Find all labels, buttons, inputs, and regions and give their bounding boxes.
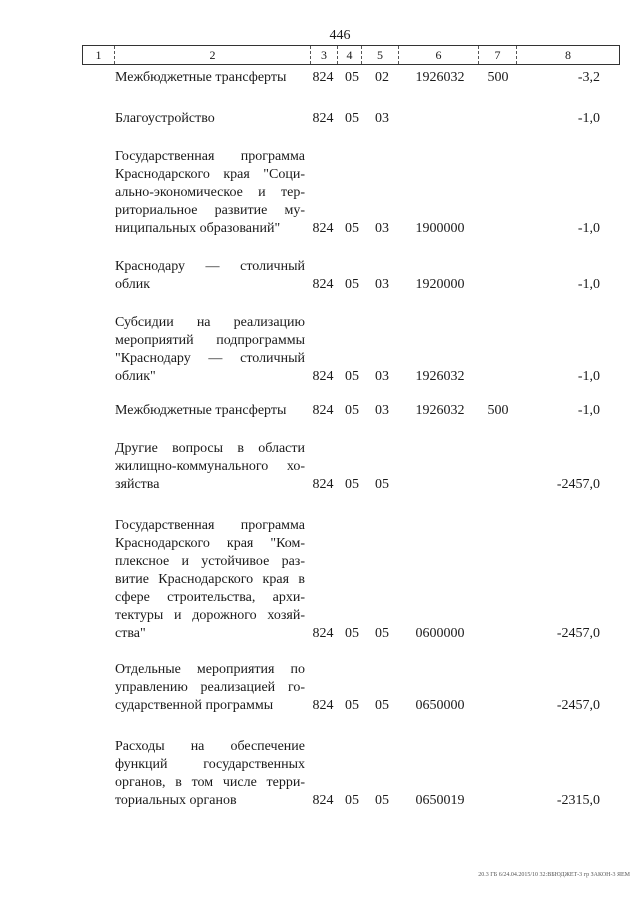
row-subsection-code: 05 (375, 793, 389, 808)
row-amount: -2457,0 (556, 698, 600, 713)
column-header-3: 3 (310, 46, 337, 64)
row-item-name-line: жилищно-коммунального хо- (115, 459, 305, 474)
row-section-code: 05 (345, 793, 359, 808)
page-number: 446 (329, 28, 351, 43)
row-item-name-line: ниципальных образований" (115, 221, 281, 236)
row-section-code: 05 (345, 403, 359, 418)
row-item-name-line: Межбюджетные трансферты (115, 70, 287, 85)
row-item-name-line: ально-экономическое и тер- (115, 185, 305, 200)
row-item-name (115, 402, 305, 420)
row-ministry-code: 824 (312, 111, 334, 126)
row-item-name-line: тектуры и дорожного хозяй- (115, 608, 305, 623)
column-header-7: 7 (478, 46, 516, 64)
row-target-article-code: 1926032 (415, 403, 465, 418)
row-ministry-code: 824 (312, 70, 334, 85)
column-header-2: 2 (114, 46, 310, 64)
row-item-name-line: мероприятий подпрограммы (115, 333, 305, 348)
row-item-name-line: Другие вопросы в области (115, 441, 305, 456)
row-item-name-line: риториальное развитие му- (115, 203, 305, 218)
row-amount: -1,0 (577, 111, 600, 126)
row-item-name-line: Краснодару — столичный (115, 259, 305, 274)
row-item-name (115, 517, 305, 643)
row-item-name-line: витие Краснодарского края в (115, 572, 305, 587)
row-subsection-code: 05 (375, 698, 389, 713)
row-expense-type-code: 500 (487, 70, 509, 85)
row-section-code: 05 (345, 477, 359, 492)
row-item-name-line: Благоустройство (115, 111, 215, 126)
row-subsection-code: 03 (375, 369, 389, 384)
row-amount: -1,0 (577, 277, 600, 292)
row-item-name (115, 69, 305, 87)
row-target-article-code: 1900000 (415, 221, 465, 236)
column-header-row (82, 45, 620, 65)
row-amount: -2457,0 (556, 626, 600, 641)
row-ministry-code: 824 (312, 221, 334, 236)
row-item-name-line: Краснодарского края "Соци- (115, 167, 305, 182)
row-item-name-line: Краснодарского края "Ком- (115, 536, 305, 551)
row-item-name-line: Расходы на обеспечение (115, 739, 305, 754)
row-item-name-line: Субсидии на реализацию (115, 315, 305, 330)
row-amount: -2315,0 (556, 793, 600, 808)
row-target-article-code: 0650000 (415, 698, 465, 713)
row-target-article-code: 0600000 (415, 626, 465, 641)
row-subsection-code: 05 (375, 477, 389, 492)
row-section-code: 05 (345, 221, 359, 236)
row-section-code: 05 (345, 277, 359, 292)
row-item-name (115, 440, 305, 494)
row-item-name-line: Межбюджетные трансферты (115, 403, 287, 418)
row-item-name-line: плексное и устойчивое раз- (115, 554, 305, 569)
row-section-code: 05 (345, 70, 359, 85)
row-ministry-code: 824 (312, 793, 334, 808)
footer-file-stamp: 20.3 ГБ 6/24.04.2015/10 32:ВБЮДЖЕТ-3 гр ЗАКОН-3 ЯЕМ (478, 872, 630, 878)
row-ministry-code: 824 (312, 477, 334, 492)
row-item-name (115, 110, 305, 128)
row-item-name (115, 314, 305, 386)
row-target-article-code: 0650019 (415, 793, 465, 808)
row-item-name-line: сфере строительства, архи- (115, 590, 305, 605)
row-item-name-line: сударственной программы (115, 698, 274, 713)
row-subsection-code: 03 (375, 403, 389, 418)
row-item-name-line: Отдельные мероприятия по (115, 662, 305, 677)
row-target-article-code: 1920000 (415, 277, 465, 292)
row-amount: -1,0 (577, 403, 600, 418)
row-item-name-line: управлению реализацией го- (115, 680, 305, 695)
row-item-name-line: зяйства (115, 477, 160, 492)
column-header-4: 4 (337, 46, 361, 64)
row-target-article-code: 1926032 (415, 369, 465, 384)
row-amount: -2457,0 (556, 477, 600, 492)
row-item-name-line: Государственная программа (115, 518, 305, 533)
row-ministry-code: 824 (312, 698, 334, 713)
row-item-name-line: Государственная программа (115, 149, 305, 164)
row-section-code: 05 (345, 111, 359, 126)
row-item-name (115, 738, 305, 810)
row-subsection-code: 02 (375, 70, 389, 85)
row-item-name (115, 661, 305, 715)
row-ministry-code: 824 (312, 403, 334, 418)
row-amount: -1,0 (577, 369, 600, 384)
row-ministry-code: 824 (312, 626, 334, 641)
row-section-code: 05 (345, 698, 359, 713)
row-item-name-line: облик (115, 277, 151, 292)
column-header-5: 5 (361, 46, 398, 64)
row-item-name-line: ториальных органов (115, 793, 237, 808)
row-item-name (115, 148, 305, 238)
column-header-1: 1 (95, 48, 102, 62)
row-ministry-code: 824 (312, 369, 334, 384)
row-item-name-line: "Краснодару — столичный (115, 351, 305, 366)
row-item-name-line: ства" (115, 626, 146, 641)
row-item-name-line: органов, в том числе терри- (115, 775, 305, 790)
row-section-code: 05 (345, 369, 359, 384)
row-amount: -3,2 (577, 70, 600, 85)
row-item-name-line: облик" (115, 369, 156, 384)
row-subsection-code: 05 (375, 626, 389, 641)
column-header-6: 6 (398, 46, 478, 64)
row-subsection-code: 03 (375, 221, 389, 236)
row-item-name-line: функций государственных (115, 757, 305, 772)
row-amount: -1,0 (577, 221, 600, 236)
row-section-code: 05 (345, 626, 359, 641)
row-expense-type-code: 500 (487, 403, 509, 418)
row-item-name (115, 258, 305, 294)
row-ministry-code: 824 (312, 277, 334, 292)
column-header-8: 8 (516, 46, 619, 64)
row-subsection-code: 03 (375, 111, 389, 126)
row-subsection-code: 03 (375, 277, 389, 292)
row-target-article-code: 1926032 (415, 70, 465, 85)
